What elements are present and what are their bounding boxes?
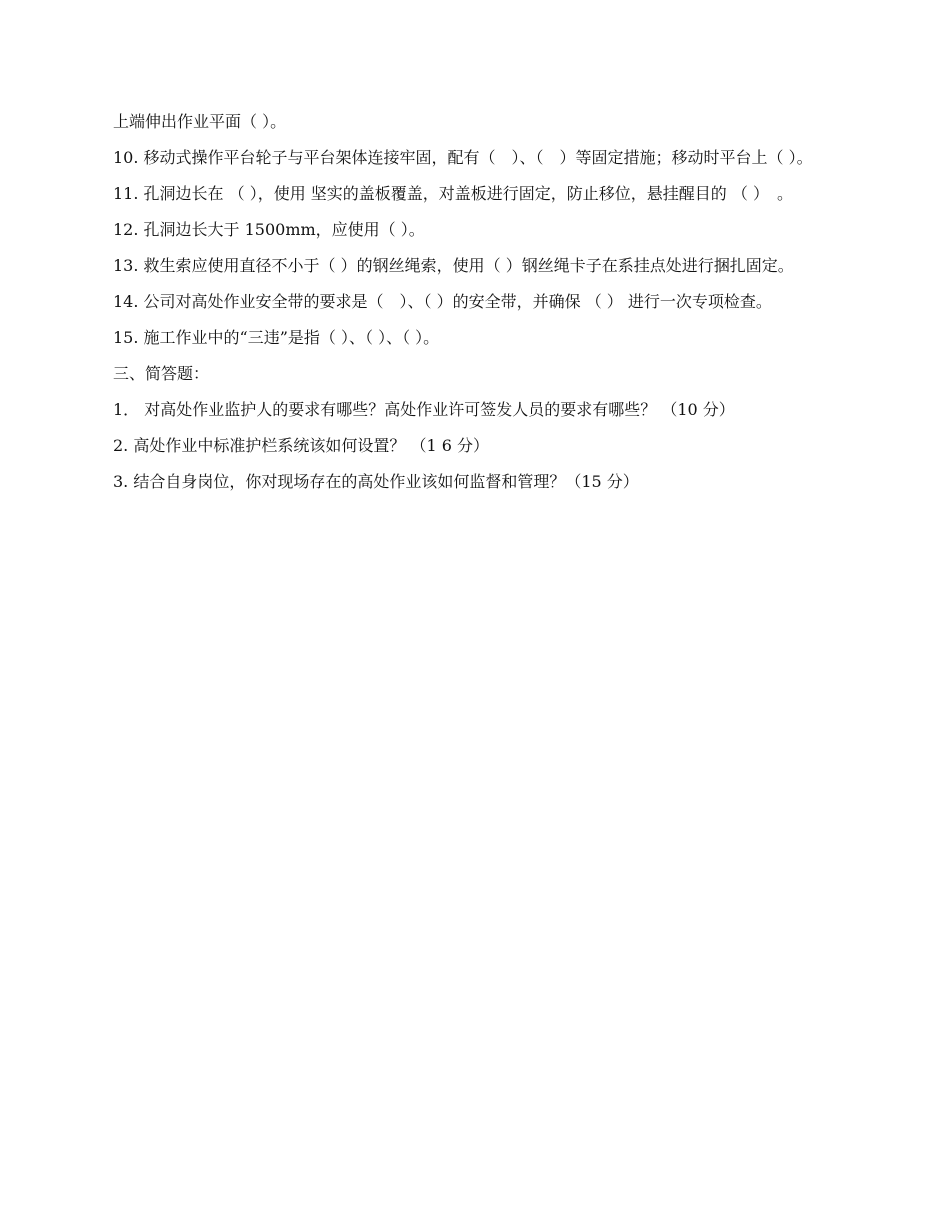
document-body: [113, 112, 841, 508]
question-13: 13. 救生索应使用直径不小于（ ）的钢丝绳索，使用（ ）钢丝绳卡子在系挂点处进行捆扎固定。: [113, 256, 794, 275]
question-12: 12. 孔洞边长大于 1500mm，应使用（ ）。: [113, 220, 425, 239]
question-14: 14. 公司对高处作业安全带的要求是（ ）、（ ）的安全带，并确保 （ ） 进行一次专项检查。: [113, 292, 772, 311]
short-answer-2: 2. 高处作业中标准护栏系统该如何设置？ （1 6 分）: [113, 436, 489, 455]
short-answer-1: 1． 对高处作业监护人的要求有哪些？高处作业许可签发人员的要求有哪些？ （10 分）: [113, 400, 735, 419]
section-heading-short-answer: 三、简答题：: [113, 364, 210, 383]
short-answer-3: 3. 结合自身岗位，你对现场存在的高处作业该如何监督和管理？（15 分）: [113, 472, 639, 491]
question-10: 10. 移动式操作平台轮子与平台架体连接牢固，配有（ ）、（ ）等固定措施；移动时平台上（ ）。: [113, 148, 813, 167]
question-15: 15. 施工作业中的“三违”是指（ ）、（ ）、（ ）。: [113, 328, 440, 347]
question-9-continuation: 上端伸出作业平面（ ）。: [113, 112, 287, 131]
question-11: 11. 孔洞边长在 （ ），使用 坚实的盖板覆盖，对盖板进行固定，防止移位，悬挂醒目的 （ ） 。: [113, 184, 793, 203]
